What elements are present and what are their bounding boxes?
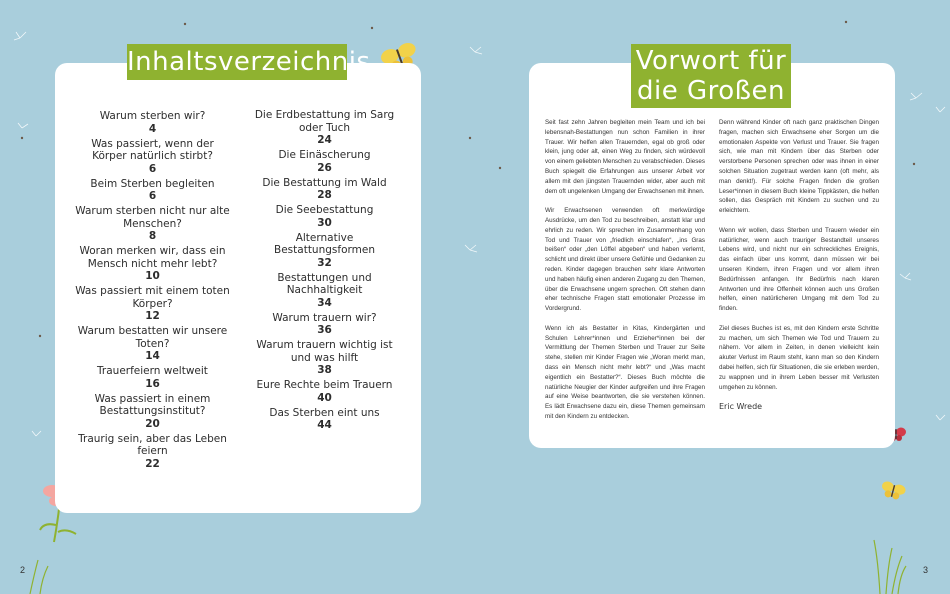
toc-entry [247,272,402,309]
toc-entry [247,339,402,376]
toc-entry [75,393,230,430]
toc-entry-page-number: 14 [145,350,160,362]
toc-entry-page-number: 34 [317,296,332,309]
toc-entry-page-number: 36 [317,324,332,336]
foreword-title [631,44,791,108]
toc-entry [75,178,230,203]
toc-entry-page-number: 6 [148,162,157,175]
foreword-paragraph: Wenn wir wollen, dass Sterben und Trauern wieder ein natürlicher, wenn auch trauriger Bestandteil unseres Lebens wird, und nicht nur ein schreckliches Ereignis, das einfach über uns kommt, dann müssen wir bei unseren Kindern, ihren Fragen und vor allem ihren Bedürfnissen anfangen. Ihr Bedürfnis nach klaren Antworten und ihre Offenheit können auch uns Großen helfen, einen natürlicheren Umgang mit dem Tod zu finden. [719,226,879,313]
page-number-right: 3 [923,565,929,575]
foreword-paragraph: Seit fast zehn Jahren begleiten mein Team und ich bei lebensnah-Bestattungen nun schon Familien in ihrer Trauer. Wir helfen allen Trauernden, egal ob groß oder klein, jung oder alt, einen Weg zu finden, sich würdevoll von einem geliebten Menschen zu verabschieden. Dieses Buch spiegelt die Erfahrungen aus unserer Arbeit vor allem mit den jüngsten Trauernden wider, aber auch mit dem oft ungelenken Umgang der Erwachsenen mit ihnen. [545,119,705,195]
toc-entry-page-number: 40 [317,391,332,404]
foreword-title-line-1: Vorwort für [635,46,787,76]
toc-entry-page-number: 12 [145,310,160,322]
author-signature: Eric Wrede [719,402,763,412]
toc-entry [247,379,402,404]
toc-entry-title: Die Einäscherung [278,149,371,161]
toc-entry-title: Warum trauern wichtig ist und was hilft [256,339,393,364]
toc-entry-title: Was passiert mit einem toten Körper? [75,285,230,310]
toc-entry [75,325,230,362]
toc-column-1 [75,110,230,473]
toc-entry [75,365,230,390]
toc-entry-title: Warum trauern wir? [272,311,377,324]
toc-entry [75,205,230,242]
toc-entry-page-number: 26 [317,161,332,174]
foreword-title-line-2: die Großen [636,76,785,106]
foreword-paragraph: Wir Erwachsenen verwenden oft merkwürdige Ausdrücke, um den Tod zu beschreiben, anstatt klar und ehrlich zu reden. Wir sprechen im Zusammenhang von Tod und Trauer von „friedlich einschlafen“, „ins Gras beißen“ oder „den Löffel abgeben“ und haben verlernt, schlicht und direkt über unsere Gefühle und Gedanken zu reden. Kinder dagegen brauchen sehr klare Antworten und haben häufig einen anderen Zugang zu den Themen, über die Erwachsene ungern sprechen. Oft stehen dann eher technische Fragen statt emotionaler Prozesse im Vordergrund. [545,207,705,313]
toc-entry-title: Traurig sein, aber das Leben feiern [78,432,227,457]
toc-entry-title: Warum sterben nicht nur alte Menschen? [75,205,230,230]
foreword-paragraph: Ziel dieses Buches ist es, mit den Kindern erste Schritte zu machen, um sich Themen wie Tod und Trauern zu nähern. Vor allem in Zeiten, in denen vielleicht kein akuter Verlust im Raum steht, kann man so den Kindern dabei helfen, sich für Situationen, die sie erleben werden, zu wappnen und in ihrem Leben besser mit Verlusten umgehen zu können. [719,324,879,391]
page-number-left: 2 [20,565,26,575]
toc-entry-title: Alternative Bestattungsformen [274,231,375,256]
toc-entry-title: Eure Rechte beim Trauern [256,379,393,391]
toc-entry [247,312,402,337]
toc-entry-page-number: 32 [317,256,332,269]
toc-entry-title: Das Sterben eint uns [269,406,380,419]
toc-entry-title: Bestattungen und Nachhaltigkeit [277,271,372,296]
toc-entry-page-number: 6 [148,190,157,202]
toc-entry [75,285,230,322]
butterfly-icon [878,478,908,504]
toc-entry [247,177,402,202]
foreword-column-1 [545,118,705,432]
toc-entry-title: Warum bestatten wir unsere Toten? [77,325,228,350]
toc-entry-page-number: 20 [145,417,160,430]
toc-entry [75,433,230,470]
toc-entry-title: Die Bestattung im Wald [262,176,387,189]
toc-entry [247,109,402,146]
toc-entry-title: Die Seebestattung [275,204,374,216]
toc-entry-title: Trauerfeiern weltweit [97,365,208,377]
toc-entry-page-number: 28 [317,189,332,201]
toc-entry-title: Was passiert, wenn der Körper natürlich stirbt? [91,137,214,162]
toc-entry-page-number: 30 [317,216,332,229]
foreword-paragraph: Denn während Kinder oft nach ganz praktischen Dingen fragen, machen sich Erwachsene eher Sorgen um die emotionalen Aspekte von Verlust und Trauer. Sie fragen sich, wie man mit Kindern über das Sterben oder verstorbene Personen sprechen oder was ihnen in einer solchen Situation zugetraut werden kann (oft mehr, als man denkt!). Für solche Fragen finden die großen Leser*innen in diesem Buch kleine Tippkästen, die helfen sollen, das Gespräch mit Kindern zu suchen und zu erleichtern. [719,119,879,215]
toc-entry-title: Die Erdbestattung im Sarg oder Tuch [254,109,395,134]
toc-entry [247,407,402,432]
toc-entry [75,245,230,282]
toc-entry-title: Was passiert in einem Bestattungsinstitut? [94,392,211,417]
toc-entry-title: Warum sterben wir? [99,110,206,122]
foreword-paragraph: Wenn ich als Bestatter in Kitas, Kindergärten und Schulen Lehrer*innen und Erzieher*innen bei der Vermittlung der Themen Sterben und Trauer zur Seite stehe, stellen mir Kinder Fragen wie „Woran merkt man, dass ein Mensch nicht mehr lebt?“ und „Was macht eigentlich ein Bestatter?“. Dieses Buch möchte die natürliche Neugier der Kinder aufgreifen und ihre Fragen auf eine Weise beantworten, die sie verstehen können. Es lädt Erwachsene dazu ein, diese Themen gemeinsam mit den Kindern zu entdecken. [545,324,705,420]
toc-entry-page-number: 8 [148,230,157,242]
toc-entry-page-number: 10 [145,270,160,282]
foreword-column-2 [719,118,879,412]
toc-entry-title: Beim Sterben begleiten [90,177,215,190]
toc-column-2 [247,109,402,434]
toc-entry [247,149,402,174]
toc-entry-page-number: 22 [145,457,160,470]
toc-entry-page-number: 38 [317,364,332,376]
toc-entry-page-number: 16 [145,377,160,390]
toc-entry-title: Woran merken wir, dass ein Mensch nicht mehr lebt? [79,245,226,270]
toc-entry [75,110,230,135]
toc-entry [247,204,402,229]
toc-entry-page-number: 24 [317,134,332,146]
toc-entry-page-number: 4 [148,122,157,135]
toc-entry [75,138,230,175]
toc-title: Inhaltsverzeichnis [127,44,347,80]
toc-entry [247,232,402,269]
toc-entry-page-number: 44 [317,419,332,431]
